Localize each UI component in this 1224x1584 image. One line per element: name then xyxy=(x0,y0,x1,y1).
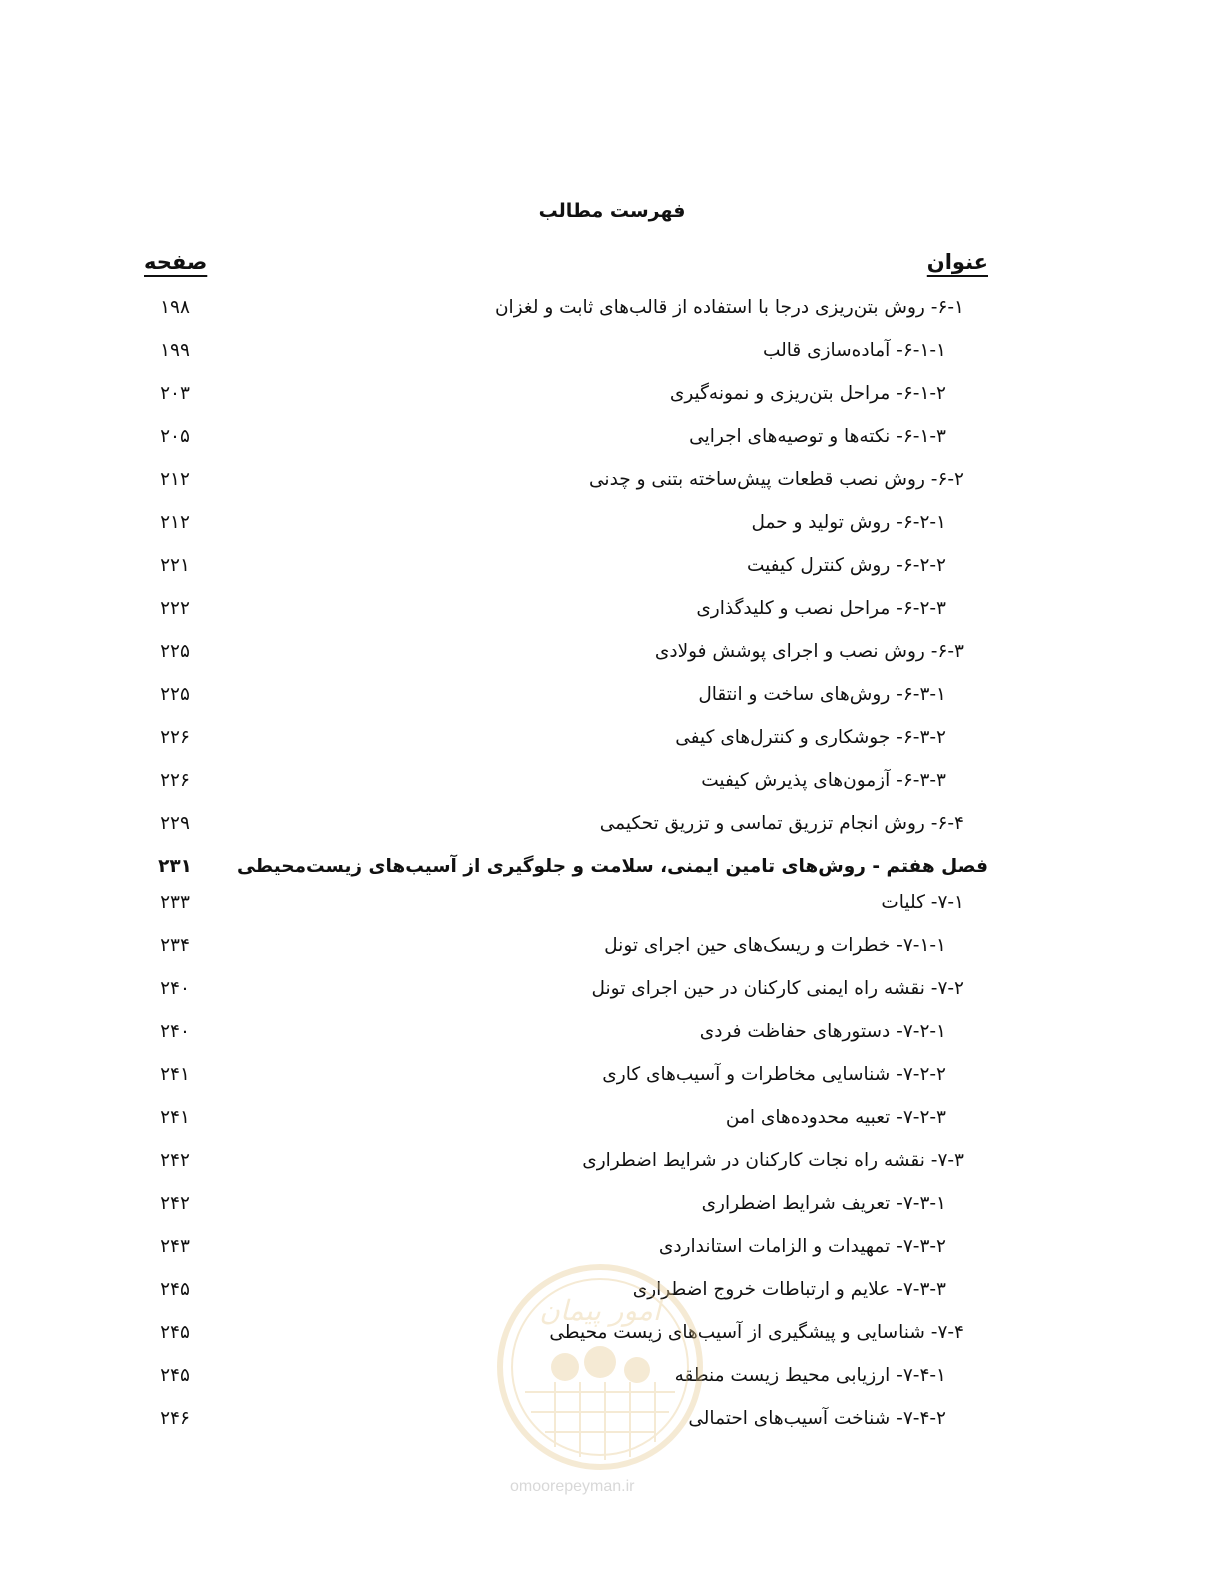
toc-entry-page: ۲۴۳ xyxy=(160,1236,190,1257)
toc-entry-title: ۶-۲-۳- مراحل نصب و کلیدگذاری xyxy=(696,598,946,619)
toc-row xyxy=(0,374,1224,414)
toc-entry-title: ۶-۱-۲- مراحل بتن‌ریزی و نمونه‌گیری xyxy=(669,383,946,404)
toc-entry-page: ۲۲۱ xyxy=(160,555,190,576)
toc-entry-page: ۲۴۰ xyxy=(160,1021,190,1042)
toc-row xyxy=(0,718,1224,758)
toc-entry-title: ۶-۳-۱- روش‌های ساخت و انتقال xyxy=(698,684,946,705)
toc-entry-page: ۲۳۱ xyxy=(158,856,192,877)
toc-entry-page: ۲۲۵ xyxy=(160,641,190,662)
toc-entry-title: ۶-۲-۲- روش کنترل کیفیت xyxy=(746,555,946,576)
watermark-url: omoorepeyman.ir xyxy=(510,1478,635,1495)
toc-entry-title: ۷-۴- شناسایی و پیشگیری از آسیب‌های زیست محیطی xyxy=(549,1322,964,1343)
toc-row xyxy=(0,589,1224,629)
toc-entry-title: ۷-۴-۲- شناخت آسیب‌های احتمالی xyxy=(688,1408,946,1429)
toc-row xyxy=(0,847,1224,887)
toc-entry-page: ۱۹۹ xyxy=(160,340,190,361)
toc-entry-page: ۲۴۶ xyxy=(160,1408,190,1429)
toc-row xyxy=(0,1055,1224,1095)
toc-row xyxy=(0,883,1224,923)
toc-entry-title: ۶-۱-۱- آماده‌سازی قالب xyxy=(762,340,946,361)
toc-entry-title: ۷-۳-۳- علایم و ارتباطات خروج اضطراری xyxy=(632,1279,946,1300)
toc-entry-page: ۲۴۲ xyxy=(160,1193,190,1214)
column-header-page: صفحه xyxy=(144,250,208,274)
toc-row xyxy=(0,926,1224,966)
toc-entry-page: ۲۴۱ xyxy=(160,1107,190,1128)
toc-entry-title: ۷-۲- نقشه راه ایمنی کارکنان در حین اجرای تونل xyxy=(591,978,964,999)
toc-row xyxy=(0,1012,1224,1052)
toc-entry-title: ۷-۱-۱- خطرات و ریسک‌های حین اجرای تونل xyxy=(604,935,946,956)
toc-row xyxy=(0,1227,1224,1267)
watermark-logo-icon xyxy=(495,1262,705,1472)
toc-entry-title: ۷-۳-۲- تمهیدات و الزامات استانداردی xyxy=(658,1236,946,1257)
toc-entry-title: ۶-۱-۳- نکته‌ها و توصیه‌های اجرایی xyxy=(689,426,946,447)
column-header-title: عنوان xyxy=(926,250,988,274)
toc-entry-page: ۲۴۲ xyxy=(160,1150,190,1171)
toc-entry-page: ۲۲۹ xyxy=(160,813,190,834)
watermark-logo-text: امور پیمان xyxy=(539,1294,661,1327)
toc-entry-page: ۲۱۲ xyxy=(160,469,190,490)
toc-entry-title: ۷-۳- نقشه راه نجات کارکنان در شرایط اضطراری xyxy=(582,1150,964,1171)
toc-row xyxy=(0,1098,1224,1138)
toc-row xyxy=(0,1184,1224,1224)
toc-row xyxy=(0,331,1224,371)
toc-entry-page: ۲۴۵ xyxy=(160,1365,190,1386)
toc-row xyxy=(0,1141,1224,1181)
toc-entry-page: ۲۳۳ xyxy=(160,892,190,913)
toc-entry-page: ۲۱۲ xyxy=(160,512,190,533)
toc-entry-page: ۲۴۵ xyxy=(160,1322,190,1343)
toc-entry-title: ۷-۴-۱- ارزیابی محیط زیست منطقه xyxy=(674,1365,946,1386)
toc-row xyxy=(0,804,1224,844)
toc-entry-page: ۲۲۵ xyxy=(160,684,190,705)
toc-entry-title: ۶-۲- روش نصب قطعات پیش‌ساخته بتنی و چدنی xyxy=(589,469,964,490)
toc-entry-page: ۲۲۶ xyxy=(160,727,190,748)
toc-entry-page: ۱۹۸ xyxy=(160,297,190,318)
toc-entry-page: ۲۴۵ xyxy=(160,1279,190,1300)
toc-entry-title: فصل هفتم - روش‌های تامین ایمنی، سلامت و جلوگیری از آسیب‌های زیست‌محیطی xyxy=(236,856,988,877)
toc-entry-title: ۶-۴- روش انجام تزریق تماسی و تزریق تحکیمی xyxy=(599,813,964,834)
toc-entry-page: ۲۰۵ xyxy=(160,426,190,447)
toc-entry-title: ۶-۱- روش بتن‌ریزی درجا با استفاده از قالب‌های ثابت و لغزان xyxy=(494,297,964,318)
toc-row xyxy=(0,417,1224,457)
toc-entry-page: ۲۲۶ xyxy=(160,770,190,791)
page-title: فهرست مطالب xyxy=(538,200,686,222)
toc-entry-page: ۲۳۴ xyxy=(160,935,190,956)
toc-row xyxy=(0,288,1224,328)
toc-entry-title: ۷-۲-۳- تعبیه محدوده‌های امن xyxy=(725,1107,946,1128)
toc-row xyxy=(0,969,1224,1009)
toc-row xyxy=(0,503,1224,543)
toc-row xyxy=(0,460,1224,500)
toc-entry-title: ۶-۳-۲- جوشکاری و کنترل‌های کیفی xyxy=(675,727,946,748)
toc-entry-title: ۷-۱- کلیات xyxy=(881,892,964,913)
toc-row xyxy=(0,546,1224,586)
toc-row xyxy=(0,761,1224,801)
toc-entry-title: ۷-۲-۲- شناسایی مخاطرات و آسیب‌های کاری xyxy=(602,1064,946,1085)
toc-entry-page: ۲۰۳ xyxy=(160,383,190,404)
toc-entry-title: ۶-۳- روش نصب و اجرای پوشش فولادی xyxy=(654,641,964,662)
toc-entry-title: ۷-۳-۱- تعریف شرایط اضطراری xyxy=(701,1193,946,1214)
toc-entry-title: ۷-۲-۱- دستورهای حفاظت فردی xyxy=(699,1021,946,1042)
toc-entry-page: ۲۴۱ xyxy=(160,1064,190,1085)
toc-entry-title: ۶-۲-۱- روش تولید و حمل xyxy=(751,512,946,533)
toc-row xyxy=(0,632,1224,672)
toc-entry-page: ۲۴۰ xyxy=(160,978,190,999)
toc-entry-title: ۶-۳-۳- آزمون‌های پذیرش کیفیت xyxy=(701,770,946,791)
toc-row xyxy=(0,675,1224,715)
toc-entry-page: ۲۲۲ xyxy=(160,598,190,619)
